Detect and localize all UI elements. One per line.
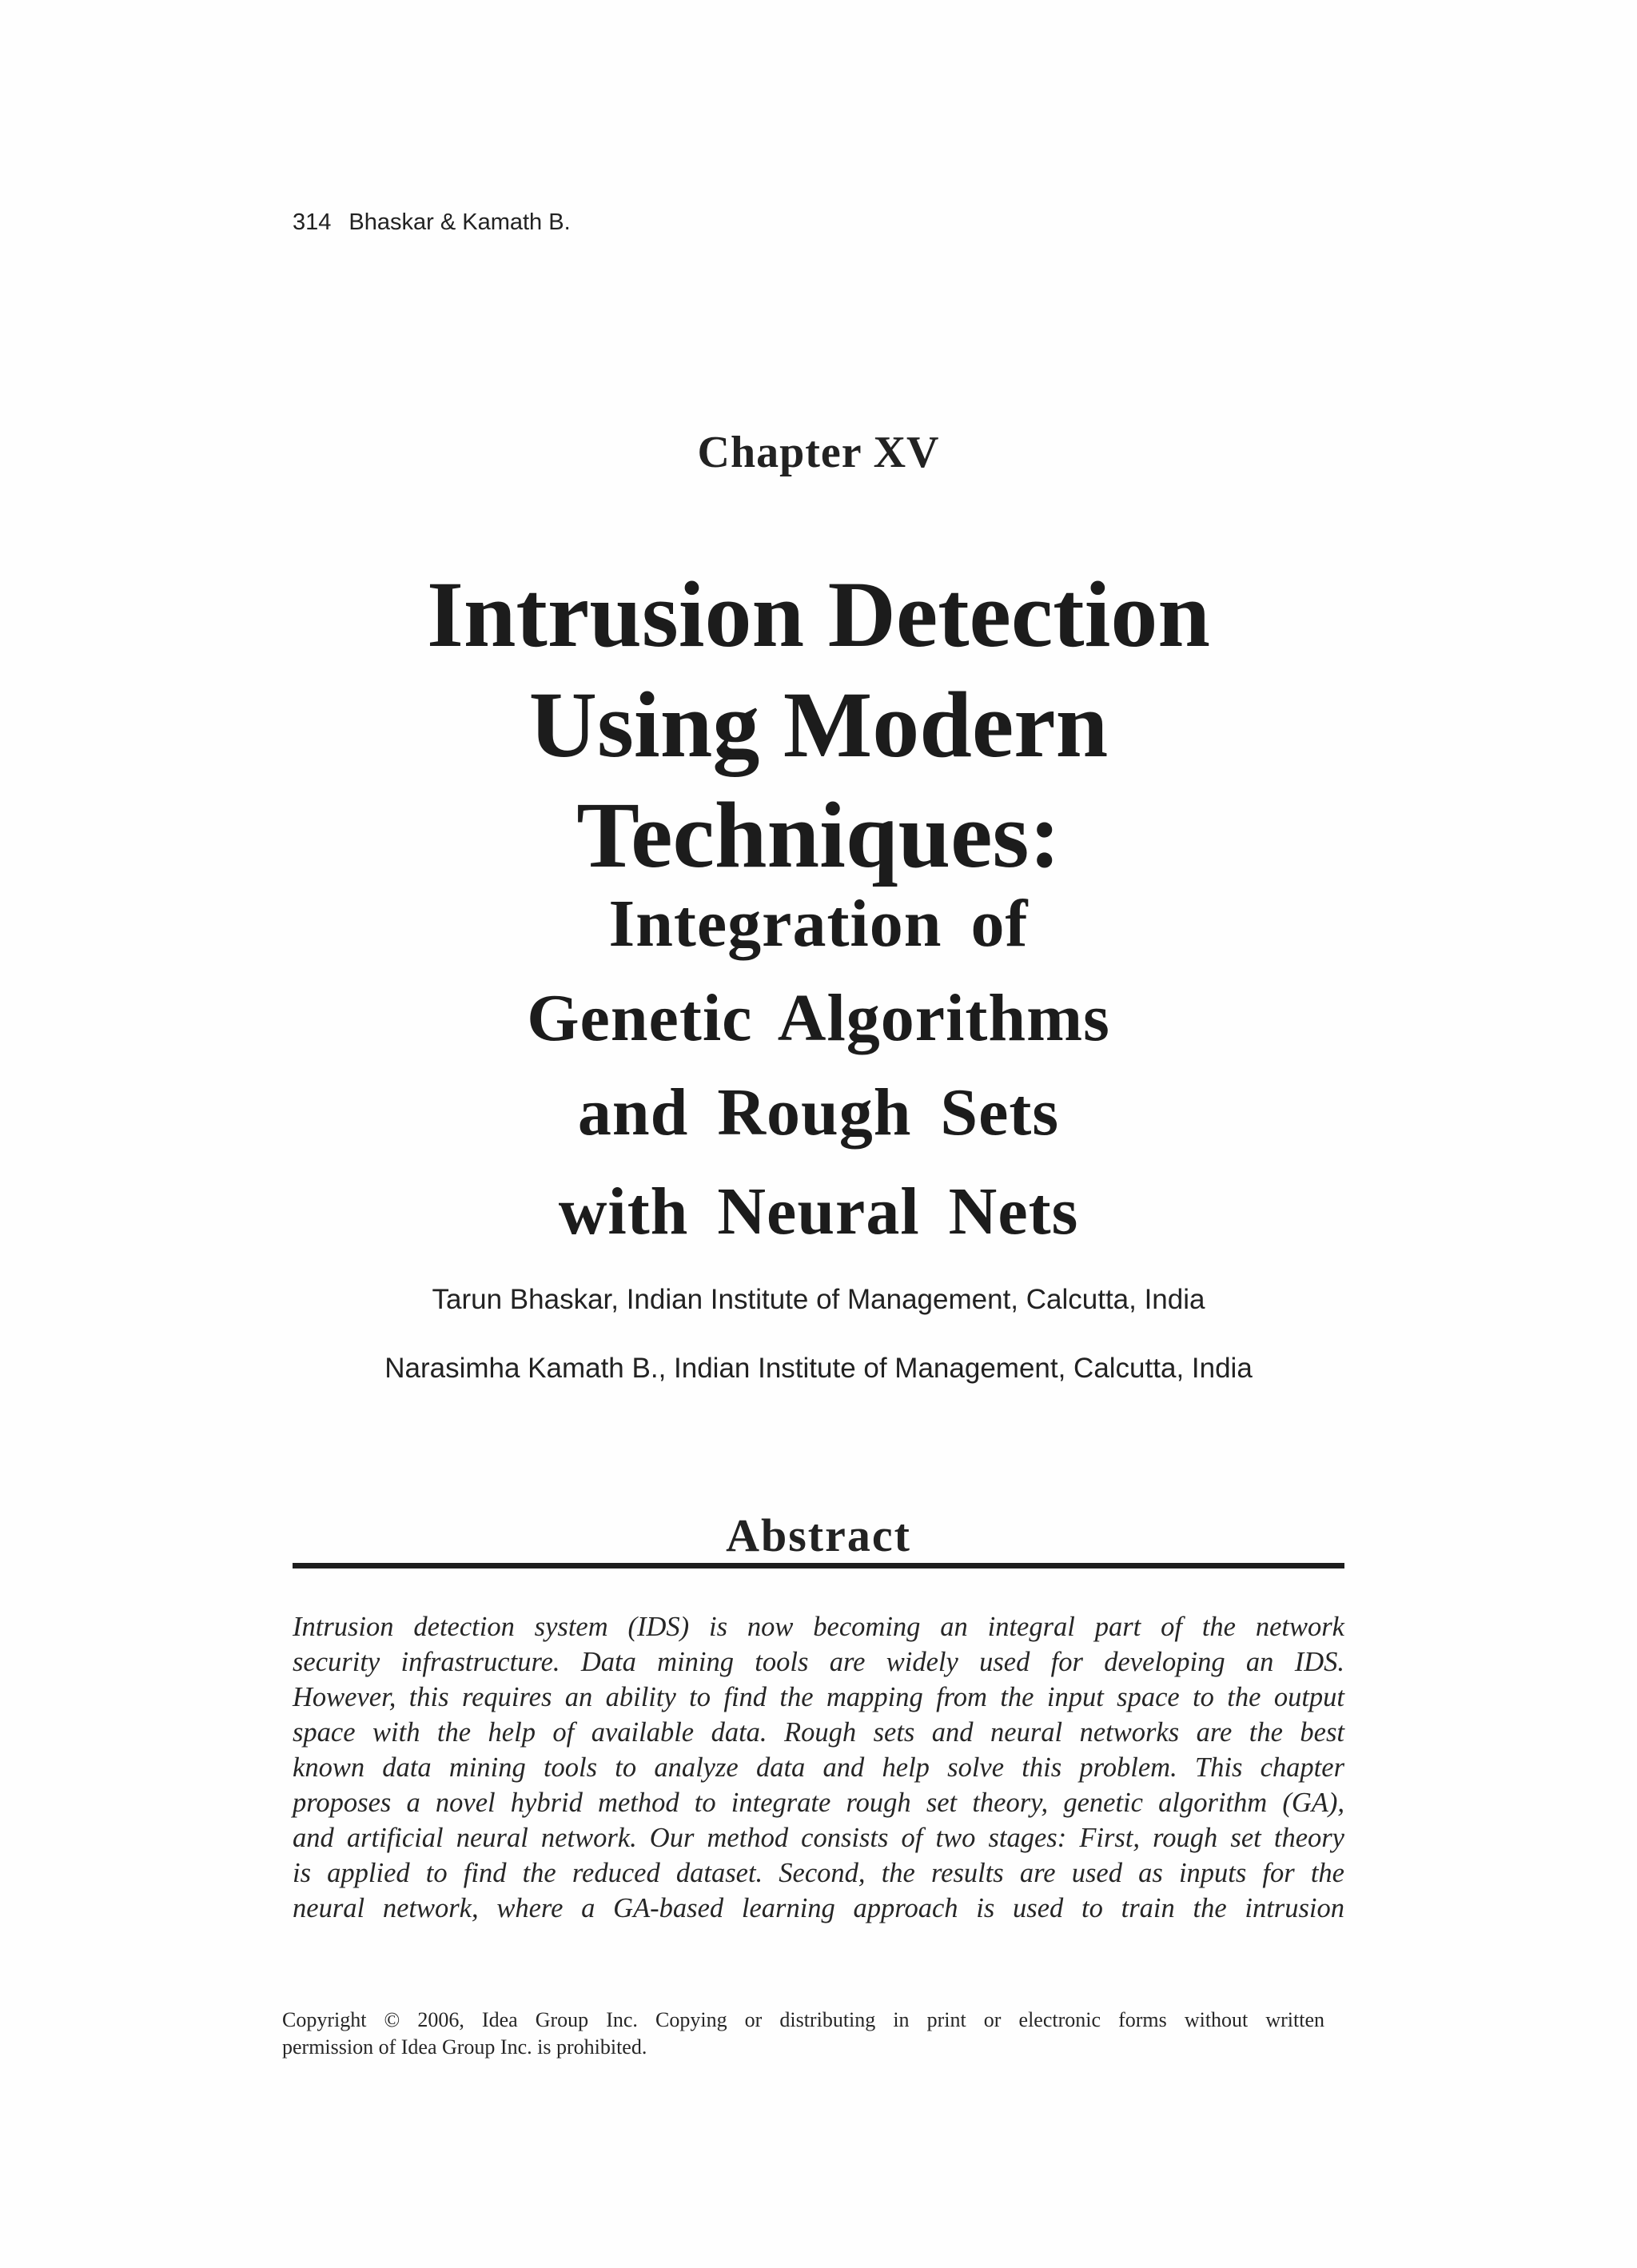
abstract-line: However, this requires an ability to find the mapping from the input space to the output (293, 1682, 1344, 1712)
abstract-line: proposes a novel hybrid method to integrate rough set theory, genetic algorithm (GA), (293, 1788, 1344, 1818)
abstract-text (293, 1609, 1344, 1926)
author-1: Tarun Bhaskar, Indian Institute of Management, Calcutta, India (432, 1284, 1205, 1315)
abstract-line: is applied to find the reduced dataset. Second, the results are used as inputs for the (293, 1858, 1344, 1888)
title-line-1: Intrusion Detection (426, 562, 1210, 667)
page-number: 314 (293, 209, 332, 235)
subtitle-line-1: Integration of (608, 887, 1029, 961)
abstract-line: space with the help of available data. Rough sets and neural networks are the best (293, 1717, 1344, 1748)
abstract-divider (293, 1563, 1344, 1568)
copyright-notice (282, 2007, 1324, 2061)
chapter-subtitle (0, 877, 1637, 1259)
title-line-3: Techniques: (576, 783, 1061, 887)
abstract-line: known data mining tools to analyze data and help solve this problem. This chapter (293, 1752, 1344, 1783)
author-2: Narasimha Kamath B., Indian Institute of Management, Calcutta, India (384, 1353, 1253, 1384)
abstract-line: Intrusion detection system (IDS) is now becoming an integral part of the network (293, 1612, 1344, 1642)
author-affiliations (0, 1282, 1637, 1386)
running-head (293, 209, 571, 236)
subtitle-line-3: and Rough Sets (577, 1075, 1060, 1150)
abstract-line: security infrastructure. Data mining tools are widely used for developing an IDS. (293, 1647, 1344, 1677)
subtitle-line-2: Genetic Algorithms (527, 981, 1110, 1055)
copyright-line-1: Copyright © 2006, Idea Group Inc. Copying or distributing in print or electronic forms without written (282, 2008, 1324, 2031)
chapter-title (0, 560, 1637, 891)
copyright-line-2: permission of Idea Group Inc. is prohibited. (282, 2035, 647, 2059)
abstract-line: neural network, where a GA-based learning approach is used to train the intrusion (293, 1893, 1344, 1923)
title-line-2: Using Modern (528, 672, 1109, 777)
chapter-label: Chapter XV (697, 428, 940, 477)
running-head-authors: Bhaskar & Kamath B. (349, 209, 571, 235)
subtitle-line-4: with Neural Nets (558, 1174, 1079, 1249)
abstract-heading: Abstract (726, 1509, 911, 1561)
abstract-line: and artificial neural network. Our method consists of two stages: First, rough set theory (293, 1823, 1344, 1853)
